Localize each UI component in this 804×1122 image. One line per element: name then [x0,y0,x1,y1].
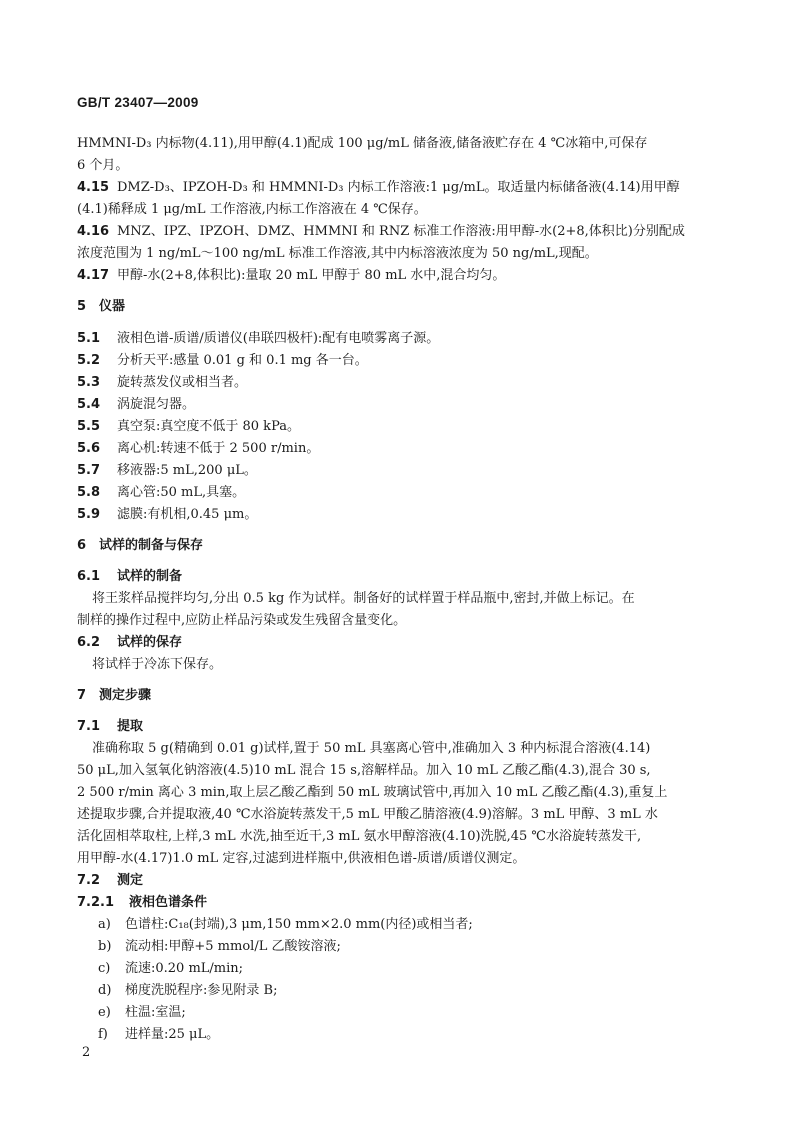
clause-text: 甲醇-水(2+8,体积比):量取 20 mL 甲醇于 80 mL 水中,混合均匀。 [117,268,506,283]
paragraph-line: 将试样于冷冻下保存。 [92,657,223,672]
clause-4-15 [77,178,680,198]
clause-number: 4.16 [77,224,110,239]
list-item [98,937,341,957]
clause-number: 5.6 [77,441,101,456]
document-header: GB/T 23407—2009 [77,95,199,110]
clause-5-3 [77,373,247,393]
paragraph-line: 2 500 r/min 离心 3 min,取上层乙酸乙酯到 50 mL 玻璃试管中,再加入 10 mL 乙酸乙酯(4.3),重复上 [77,785,668,800]
subsection-heading-7-2 [77,871,143,891]
clause-number: 5.2 [77,353,101,368]
clause-5-5 [77,417,300,437]
clause-text: MNZ、IPZ、IPZOH、DMZ、HMMNI 和 RNZ 标准工作溶液:用甲醇-水(2+8,体积比)分别配成 [117,224,685,239]
paragraph-line: HMMNI-D₃ 内标物(4.11),用甲醇(4.1)配成 100 μg/mL 储备液,储备液贮存在 4 ℃冰箱中,可保存 [77,136,648,151]
clause-number: 5.3 [77,375,101,390]
clause-text: 离心机:转速不低于 2 500 r/min。 [117,441,320,456]
list-item-label: b) [98,939,112,954]
paragraph-line: 准确称取 5 g(精确到 0.01 g)试样,置于 50 mL 具塞离心管中,准确加入 3 种内标混合溶液(4.14) [92,741,651,756]
clause-text: DMZ-D₃、IPZOH-D₃ 和 HMMNI-D₃ 内标工作溶液:1 μg/mL。取适量内标储备液(4.14)用甲醇 [117,180,680,195]
clause-text: 滤膜:有机相,0.45 μm。 [117,507,258,522]
section-number: 7 [77,688,87,703]
section-heading-6 [77,536,203,556]
clause-number: 7.2.1 [77,895,115,910]
clause-number: 6.1 [77,569,101,584]
section-number: 6 [77,538,87,553]
subsection-title: 试样的保存 [117,635,183,650]
list-item [98,981,277,1001]
clause-number: 5.8 [77,485,101,500]
list-item-label: d) [98,983,112,998]
list-item [98,1003,186,1023]
page-number: 2 [82,1045,91,1060]
paragraph-line: 用甲醇-水(4.17)1.0 mL 定容,过滤到进样瓶中,供液相色谱-质谱/质谱仪测定。 [77,851,526,866]
paragraph-line: (4.1)稀释成 1 μg/mL 工作溶液,内标工作溶液在 4 ℃保存。 [77,202,427,217]
clause-text: 离心管:50 mL,具塞。 [117,485,246,500]
section-title: 仪器 [99,299,126,314]
list-item [98,1025,219,1045]
list-item-text: 柱温:室温; [125,1005,186,1020]
clause-5-1 [77,329,439,349]
clause-text: 涡旋混匀器。 [117,397,196,412]
clause-5-6 [77,439,319,459]
section-title: 试样的制备与保存 [99,538,204,553]
paragraph-line: 浓度范围为 1 ng/mL～100 ng/mL 标准工作溶液,其中内标溶液浓度为 50 ng/mL,现配。 [77,246,598,261]
list-item [98,915,473,935]
clause-number: 5.4 [77,397,101,412]
paragraph-line: 活化固相萃取柱,上样,3 mL 水洗,抽至近干,3 mL 氨水甲醇溶液(4.10)洗脱,45 ℃水浴旋转蒸发干, [77,829,642,844]
clause-5-7 [77,461,257,481]
list-item-label: a) [98,917,111,932]
list-item-label: e) [98,1005,111,1020]
list-item-label: f) [98,1027,108,1042]
section-title: 测定步骤 [99,688,152,703]
clause-5-4 [77,395,195,415]
paragraph-line: 将王浆样品搅拌均匀,分出 0.5 kg 作为试样。制备好的试样置于样品瓶中,密封,并做上标记。在 [92,591,635,606]
list-item-text: 色谱柱:C₁₈(封端),3 μm,150 mm×2.0 mm(内径)或相当者; [125,917,473,932]
clause-text: 真空泵:真空度不低于 80 kPa。 [117,419,300,434]
subsection-heading-6-2 [77,633,182,653]
list-item-text: 进样量:25 μL。 [125,1027,220,1042]
section-heading-5 [77,297,125,317]
subsection-title: 试样的制备 [117,569,183,584]
subsection-heading-6-1 [77,567,182,587]
clause-5-9 [77,505,257,525]
clause-text: 分析天平:感量 0.01 g 和 0.1 mg 各一台。 [117,353,368,368]
clause-number: 6.2 [77,635,101,650]
list-item [98,959,243,979]
clause-number: 7.1 [77,719,101,734]
clause-4-17 [77,266,505,286]
clause-number: 5.9 [77,507,101,522]
paragraph-line: 述提取步骤,合并提取液,40 ℃水浴旋转蒸发干,5 mL 甲酸乙腈溶液(4.9)溶解。3 mL 甲醇、3 mL 水 [77,807,658,822]
clause-number: 5.1 [77,331,101,346]
section-number: 5 [77,299,87,314]
section-heading-7 [77,686,151,706]
clause-number: 7.2 [77,873,101,888]
clause-number: 5.5 [77,419,101,434]
subsection-title: 测定 [117,873,144,888]
subsection-title: 液相色谱条件 [129,895,208,910]
clause-text: 旋转蒸发仪或相当者。 [117,375,248,390]
clause-text: 液相色谱-质谱/质谱仪(串联四极杆):配有电喷雾离子源。 [117,331,440,346]
clause-5-2 [77,351,368,371]
clause-5-8 [77,483,245,503]
subsection-heading-7-1 [77,717,143,737]
list-item-text: 流速:0.20 mL/min; [125,961,244,976]
clause-text: 移液器:5 mL,200 μL。 [117,463,257,478]
paragraph-line: 6 个月。 [77,158,129,173]
subsection-title: 提取 [117,719,144,734]
subsection-heading-7-2-1 [77,893,207,913]
clause-4-16 [77,222,685,242]
list-item-label: c) [98,961,111,976]
list-item-text: 流动相:甲醇+5 mmol/L 乙酸铵溶液; [125,939,341,954]
paragraph-line: 制样的操作过程中,应防止样品污染或发生残留含量变化。 [77,613,407,628]
paragraph-line: 50 μL,加入氢氧化钠溶液(4.5)10 mL 混合 15 s,溶解样品。加入 10 mL 乙酸乙酯(4.3),混合 30 s, [77,763,651,778]
clause-number: 5.7 [77,463,101,478]
clause-number: 4.15 [77,180,110,195]
clause-number: 4.17 [77,268,110,283]
list-item-text: 梯度洗脱程序:参见附录 B; [125,983,278,998]
